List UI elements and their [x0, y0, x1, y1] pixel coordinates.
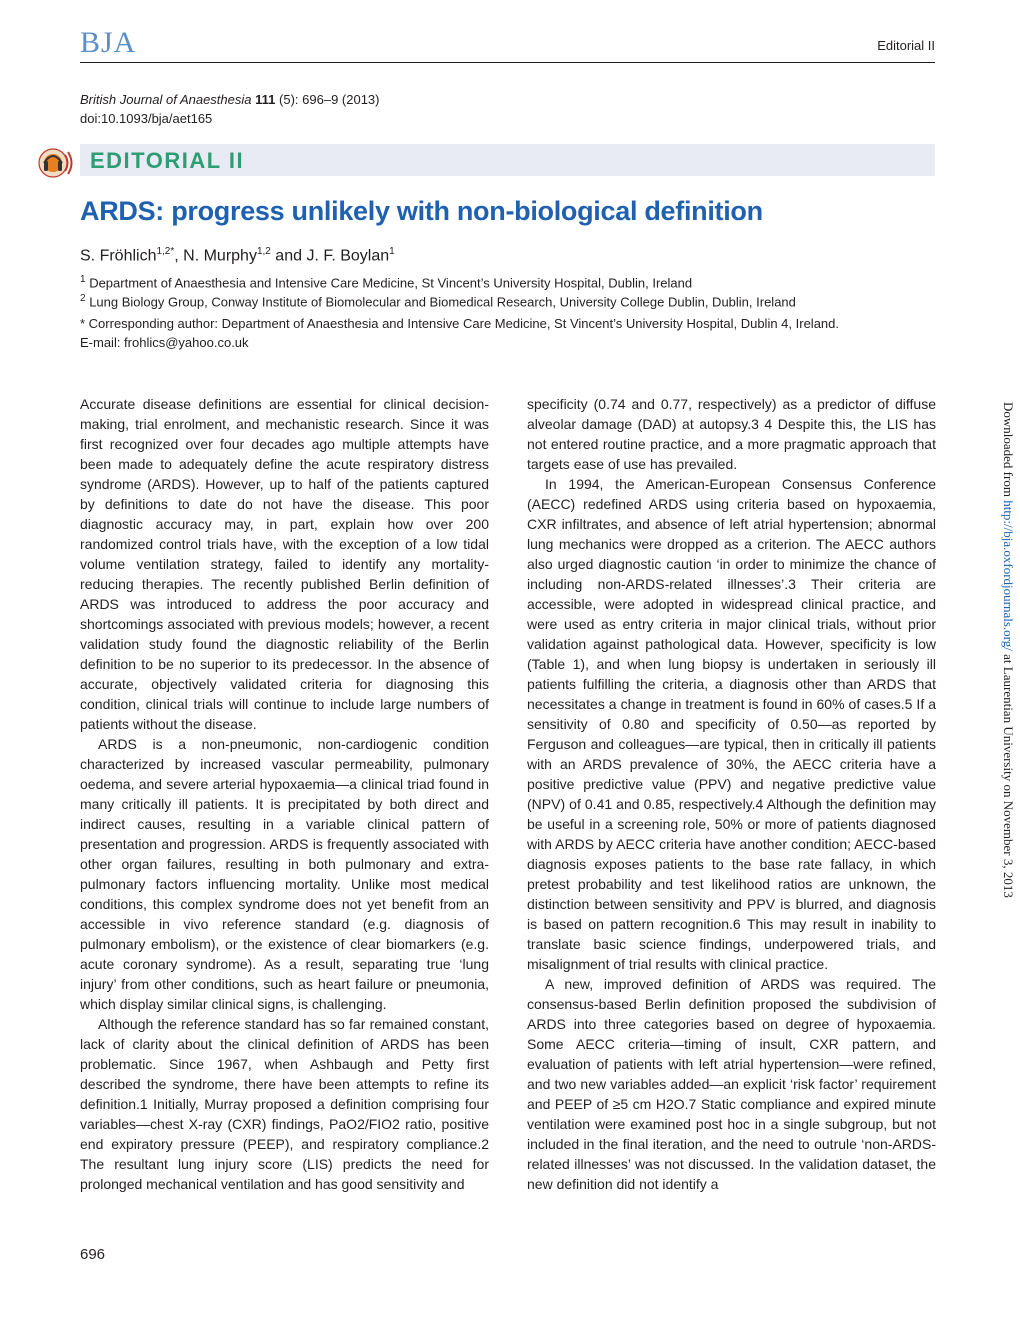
author-name: N. Murphy: [183, 247, 257, 265]
section-band: [80, 144, 935, 176]
author-list: [80, 246, 395, 265]
paragraph: specificity (0.74 and 0.77, respectively) as a predictor of diffuse alveolar damage (DAD) at autopsy.3 4 Despite this, the LIS has not entered routine practice, and a more pragmatic approach that targets ease of use has prevailed.: [527, 396, 936, 472]
section-label: Editorial II: [877, 38, 935, 53]
affiliation: [80, 274, 692, 290]
doi[interactable]: doi:10.1093/bja/aet165: [80, 111, 213, 126]
author-separator: ,: [174, 247, 184, 265]
paragraph: In 1994, the American-European Consensus Conference (AECC) redefined ARDS using criteria based on hypoxaemia, CXR infiltrates, and absence of left atrial hypertension; abnormal lung mechanics were dropped as a criterion. The AECC authors also urged diagnostic caution ‘in order to minimize the chance of including non-ARDS-related illnesses’.3 Their criteria are accessible, were adopted in widespread clinical practice, and were used as entry criteria in major clinical trials, without prior validation against pathological data. However, specificity is low (Table 1), and when lung biopsy is undertaken in seriously ill patients fulfilling the criteria, a diagnosis other than ARDS that necessitates a change in treatment is found in 60% of cases.5 If a sensitivity of 0.80 and specificity of 0.50—as reported by Ferguson and colleagues—are typical, then in critically ill patients with an ARDS prevalence of 30%, the AECC criteria have a positive predictive value (PPV) and negative predictive value (NPV) of 0.41 and 0.85, respectively.4 Although the definition may be useful in a screening role, 50% or more of patients diagnosed with ARDS by AECC criteria have another condition; AECC-based diagnosis exposes patients to the base rate fallacy, in which pretest probability and test likelihood ratios are unknown, the distinction between sensitivity and PPV is blurred, and diagnosis is based on pattern recognition.6 This may result in inability to translate basic science findings, underpowered trials, and misalignment of trial results with clinical practice.: [527, 476, 936, 972]
download-watermark: [986, 402, 1016, 922]
author-name: J. F. Boylan: [306, 247, 390, 265]
affiliation: [80, 293, 796, 309]
author-affil-sup: 1,2: [256, 246, 271, 257]
author-affil-sup: 1: [389, 246, 395, 257]
author-affil-sup: 1,2*: [156, 246, 175, 257]
affiliation-text: Lung Biology Group, Conway Institute of Biomolecular and Biomedical Research, University College Dublin, Dublin, Ireland: [89, 294, 796, 310]
page-number: 696: [80, 1246, 106, 1263]
affiliation-sup: 1: [80, 274, 86, 285]
watermark-suffix: at Laurentian University on November 3, 2013: [1001, 650, 1016, 898]
band-label: EDITORIAL II: [90, 148, 245, 173]
citation-line: [80, 90, 379, 109]
article-title: ARDS: progress unlikely with non-biological definition: [80, 196, 763, 226]
paragraph: A new, improved definition of ARDS was required. The consensus-based Berlin definition proposed the subdivision of ARDS into three categories based on degree of hypoxaemia. Some AECC criteria—timing of insult, CXR pattern, and evaluation of patients with left atrial hypertension—were refined, and two new variables added—an explicit ‘risk factor’ requirement and PEEP of ≥5 cm H2O.7 Static compliance and expired minute ventilation were examined post hoc in a single subgroup, but not included in the final iteration, and the need to outrule ‘non-ARDS-related illnesses’ was not discussed. In the validation dataset, the new definition did not identify a: [527, 976, 936, 1192]
journal-url-link[interactable]: http://bja.oxfordjournals.org/: [1001, 500, 1016, 651]
paragraph: ARDS is a non-pneumonic, non-cardiogenic condition characterized by increased vascular permeability, pulmonary oedema, and severe arterial hypoxaemia—a clinical triad found in many critically ill patients. It is precipitated by both direct and indirect causes, resulting in a variable clinical pattern of presentation and progression. ARDS is frequently associated with other organ failures, resulting in both pulmonary and extra-pulmonary factors influencing mortality. Unlike most medical conditions, this complex syndrome does not yet benefit from an accessible in vivo reference standard (e.g. diagnosis of pulmonary embolism), or the existence of clear biomarkers (e.g. acute coronary syndrome). As a result, separating true ‘lung injury’ from other conditions, such as heart failure or pneumonia, which display similar clinical signs, is challenging.: [80, 736, 489, 1012]
citation-block: [80, 90, 379, 128]
header-divider: [80, 62, 935, 63]
volume: 111: [255, 92, 276, 107]
affiliation-text: Department of Anaesthesia and Intensive Care Medicine, St Vincent’s University Hospital, Dublin, Ireland: [89, 275, 693, 291]
right-column: [527, 394, 936, 1194]
paragraph: Accurate disease definitions are essential for clinical decision-making, trial enrolment, and mechanistic research. Since it was first recognized over four decades ago multiple attempts have been made to adequately define the acute respiratory distress syndrome (ARDS). However, up to half of the patients captured by definitions to date do not have the disease. This poor diagnostic accuracy may, in part, explain how over 200 randomized control trials have, with the exception of a low tidal volume ventilation strategy, failed to identify any mortality-reducing therapies. The recently published Berlin definition of ARDS was introduced to address the poor accuracy and shortcomings associated with previous models; however, a recent validation study found the diagnostic reliability of the Berlin definition to be no superior to its predecessor. In the absence of accurate, objectively validated criteria for diagnosing this condition, clinical trials will continue to include large numbers of patients without the disease.: [80, 396, 489, 732]
corresponding-author: * Corresponding author: Department of Anaesthesia and Intensive Care Medicine, St Vincent’s University Hospital, Dublin 4, Ireland.: [80, 316, 839, 331]
affiliation-sup: 2: [80, 293, 86, 304]
author-separator: and: [270, 247, 307, 265]
podcast-icon[interactable]: [34, 145, 74, 179]
journal-name: British Journal of Anaesthesia: [80, 92, 252, 107]
contact-email[interactable]: E-mail: frohlics@yahoo.co.uk: [80, 335, 249, 350]
paragraph: Although the reference standard has so far remained constant, lack of clarity about the clinical definition of ARDS has been problematic. Since 1967, when Ashbaugh and Petty first described the syndrome, there have been attempts to refine its definition.1 Initially, Murray proposed a definition comprising four variables—chest X-ray (CXR) findings, PaO2/FIO2 ratio, positive end expiratory pressure (PEEP), and respiratory compliance.2 The resultant lung injury score (LIS) predicts the need for prolonged mechanical ventilation and has good sensitivity and: [80, 1016, 489, 1192]
journal-logo: BJA: [80, 26, 137, 59]
watermark-prefix: Downloaded from: [1001, 402, 1016, 501]
author-name: S. Fröhlich: [80, 247, 157, 265]
issue-pages: (5): 696–9 (2013): [279, 92, 380, 107]
left-column: [80, 394, 489, 1194]
